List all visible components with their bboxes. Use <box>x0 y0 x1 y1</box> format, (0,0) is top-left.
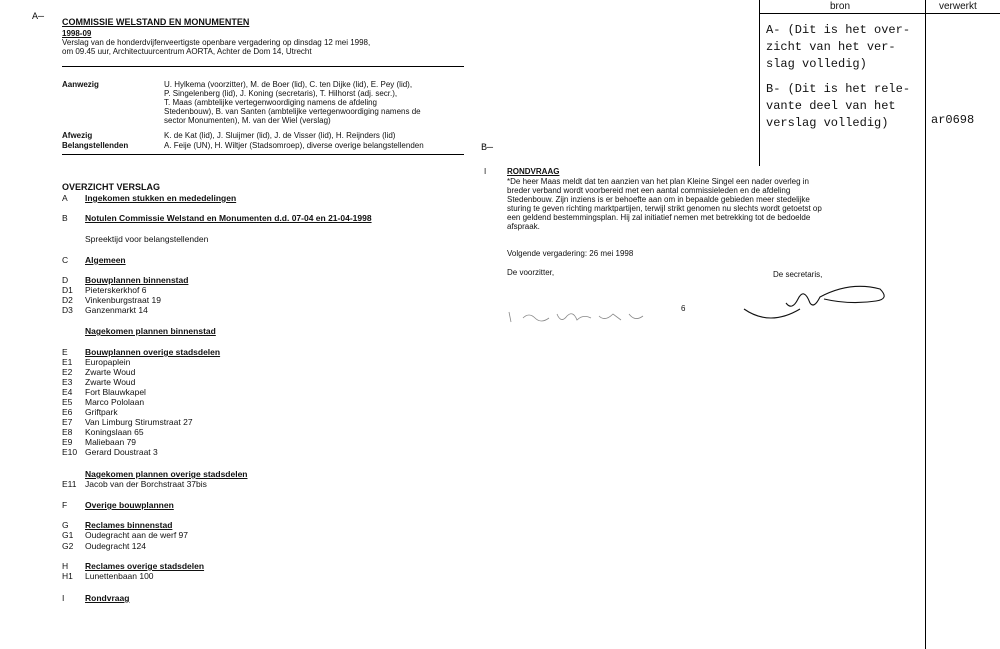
item-code: E8 <box>62 427 73 437</box>
secretary-label: De secretaris, <box>773 270 823 279</box>
item-name: Koningslaan 65 <box>85 427 144 437</box>
agenda-code: A <box>62 193 68 203</box>
secretary-signature <box>740 275 890 325</box>
item-code: E4 <box>62 387 73 397</box>
item-name: Van Limburg Stirumstraat 27 <box>85 417 193 427</box>
panel-divider-right <box>925 0 926 649</box>
present-list <box>164 80 421 125</box>
rondvraag-code: I <box>484 167 487 176</box>
agenda-code: F <box>62 500 68 510</box>
agenda-code: D <box>62 275 69 285</box>
item-name: Pieterskerkhof 6 <box>85 285 147 295</box>
item-name: Oudegracht aan de werf 97 <box>85 530 189 540</box>
item-name: Zwarte Woud <box>85 377 136 387</box>
item-name: Marco Pololaan <box>85 397 145 407</box>
item-name: Gerard Doustraat 3 <box>85 447 158 457</box>
agenda-label: Overige bouwplannen <box>85 500 174 510</box>
doc-number: 1998-09 <box>62 29 92 38</box>
note-b-line: B- (Dit is het rele- <box>766 82 911 96</box>
next-meeting: Volgende vergadering: 26 mei 1998 <box>507 249 634 258</box>
source-column-header: bron <box>830 1 851 12</box>
item-code: E7 <box>62 417 73 427</box>
note-a <box>766 22 910 73</box>
present-line: Stedenbouw), B. van Santen (ambtelijke vertegenwoordiging namens de <box>164 107 421 116</box>
marker-b: B— <box>481 143 494 154</box>
item-name: Jacob van der Borchstraat 37bis <box>85 479 207 489</box>
note-a-line: zicht van het ver- <box>766 40 896 54</box>
item-name: Vinkenburgstraat 19 <box>85 295 161 305</box>
rondvraag-line: *De heer Maas meldt dat ten aanzien van het plan Kleine Singel een nader overleg in <box>507 177 809 186</box>
agenda-code: C <box>62 255 69 265</box>
agenda-code: G <box>62 520 69 530</box>
item-code: D2 <box>62 295 73 305</box>
item-code: G1 <box>62 530 74 540</box>
processed-column-header: verwerkt <box>939 1 977 12</box>
agenda-label: Notulen Commissie Welstand en Monumenten d.d. 07-04 en 21-04-1998 <box>85 213 372 223</box>
rondvraag-line: afspraak. <box>507 222 540 231</box>
agenda-label: Reclames overige stadsdelen <box>85 561 205 571</box>
present-line: sector Monumenten), M. van der Wiel (verslag) <box>164 116 331 125</box>
agenda-code: H <box>62 561 69 571</box>
item-name: Europaplein <box>85 357 131 367</box>
panel-header-rule <box>759 13 1000 14</box>
item-code: E1 <box>62 357 73 367</box>
item-code: E6 <box>62 407 73 417</box>
agenda-code: I <box>62 593 65 603</box>
late-other-label: Nagekomen plannen overige stadsdelen <box>85 469 248 479</box>
rondvraag-line: sturing te geven richting marktpartijen, terwijl strikt genomen nu slechts wordt getoetst op <box>507 204 822 213</box>
item-code: D3 <box>62 305 73 315</box>
item-code: E11 <box>62 479 77 489</box>
late-inner-label: Nagekomen plannen binnenstad <box>85 326 216 336</box>
marker-a: A— <box>32 12 45 23</box>
item-name: Zwarte Woud <box>85 367 136 377</box>
attendance-rule <box>62 154 464 155</box>
header-rule <box>62 66 464 67</box>
chair-label: De voorzitter, <box>507 268 555 277</box>
item-name: Fort Blauwkapel <box>85 387 146 397</box>
note-a-line: slag volledig) <box>766 57 867 71</box>
interested-list: A. Feije (UN), H. Wiltjer (Stadsomroep), diverse overige belangstellenden <box>164 141 424 150</box>
item-code: G2 <box>62 541 74 551</box>
overview-title: OVERZICHT VERSLAG <box>62 182 161 192</box>
archive-code: ar0698 <box>931 113 975 127</box>
present-label: Aanwezig <box>62 80 99 89</box>
item-code: E9 <box>62 437 73 447</box>
doc-title: COMMISSIE WELSTAND EN MONUMENTEN <box>62 17 250 27</box>
item-name: Griftpark <box>85 407 118 417</box>
item-code: E3 <box>62 377 73 387</box>
agenda-label: Algemeen <box>85 255 126 265</box>
chair-signature <box>505 300 655 330</box>
present-line: U. Hylkema (voorzitter), M. de Boer (lid), C. ten Dijke (lid), E. Pey (lid), <box>164 80 413 89</box>
absent-label: Afwezig <box>62 131 93 140</box>
agenda-code: E <box>62 347 68 357</box>
present-line: T. Maas (ambtelijke vertegenwoordiging namens de afdeling <box>164 98 378 107</box>
page-number: 6 <box>681 304 686 313</box>
absent-list: K. de Kat (lid), J. Sluijmer (lid), J. de Visser (lid), H. Reijnders (lid) <box>164 131 396 140</box>
agenda-label: Bouwplannen overige stadsdelen <box>85 347 221 357</box>
item-name: Maliebaan 79 <box>85 437 137 447</box>
item-code: H1 <box>62 571 73 581</box>
rondvraag-body <box>507 177 822 231</box>
item-code: E5 <box>62 397 73 407</box>
agenda-label: Bouwplannen binnenstad <box>85 275 189 285</box>
item-name: Oudegracht 124 <box>85 541 146 551</box>
item-code: E2 <box>62 367 73 377</box>
agenda-code: B <box>62 213 68 223</box>
speaking-time-text: Spreektijd voor belangstellenden <box>85 234 209 244</box>
item-code: E10 <box>62 447 78 457</box>
rondvraag-title: RONDVRAAG <box>507 167 560 176</box>
agenda-label: Ingekomen stukken en mededelingen <box>85 193 237 203</box>
note-a-line: A- (Dit is het over- <box>766 23 911 37</box>
interested-label: Belangstellenden <box>62 141 129 150</box>
agenda-label: Reclames binnenstad <box>85 520 173 530</box>
item-name: Lunettenbaan 100 <box>85 571 154 581</box>
note-b-line: verslag volledig) <box>766 116 889 130</box>
rondvraag-line: breder verband wordt voorbereid met een aantal commissieleden en de afdeling <box>507 186 791 195</box>
item-name: Ganzenmarkt 14 <box>85 305 148 315</box>
note-b-line: vante deel van het <box>766 99 896 113</box>
doc-intro-line1: Verslag van de honderdvijfenveertigste openbare vergadering op dinsdag 12 mei 1998, <box>62 38 371 47</box>
item-code: D1 <box>62 285 73 295</box>
agenda-label: Rondvraag <box>85 593 130 603</box>
doc-intro-line2: om 09.45 uur, Architectuurcentrum AORTA, Achter de Dom 14, Utrecht <box>62 47 312 56</box>
present-line: P. Singelenberg (lid), J. Koning (secretaris), T. Hilhorst (adj. secr.), <box>164 89 398 98</box>
panel-divider-left <box>759 0 760 166</box>
rondvraag-line: een geldend bestemmingsplan. Hij zal initiatief nemen met betrekking tot de bedoelde <box>507 213 811 222</box>
note-b <box>766 81 910 132</box>
rondvraag-line: Stedenbouw. Zijn inziens is er behoefte aan om in bepaalde gebieden meer stedelijke <box>507 195 810 204</box>
